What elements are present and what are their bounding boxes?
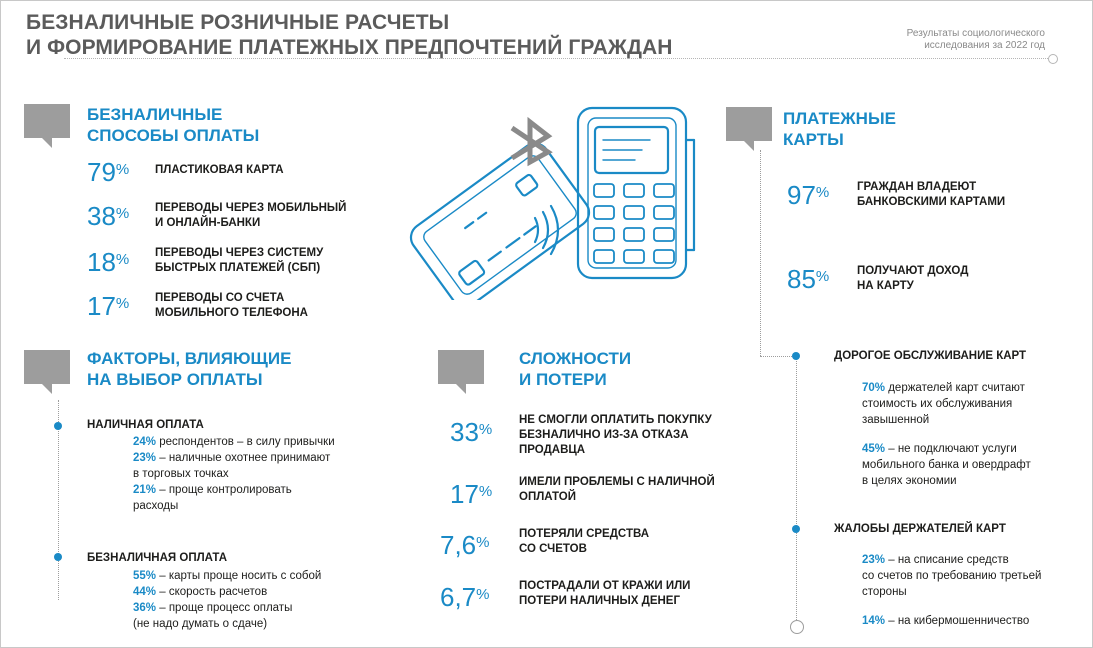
difficulties-label-0: НЕ СМОГЛИ ОПЛАТИТЬ ПОКУПКУ БЕЗНАЛИЧНО ИЗ-ЗА ОТКАЗА ПРОДАВЦА <box>519 414 712 456</box>
header-divider <box>64 58 1052 59</box>
card-terminal-illustration <box>380 100 710 300</box>
source-note: Результаты социологического исследования за 2022 год <box>906 28 1045 51</box>
speech-bubble-icon <box>24 350 70 384</box>
methods-pct-3: 17% <box>87 291 130 321</box>
difficulties-pct-0: 33% <box>450 417 493 447</box>
cards-pct-0: 97% <box>787 180 830 210</box>
difficulties-pct-1: 17% <box>450 479 493 509</box>
speech-bubble-icon <box>438 350 484 384</box>
factors-title: ФАКТОРЫ, ВЛИЯЮЩИЕ НА ВЫБОР ОПЛАТЫ <box>87 349 292 389</box>
methods-pct-1: 38% <box>87 201 130 231</box>
complaints-facts: 23% – на списание средств со счетов по требованию третьей стороны 14% – на кибермошенничество <box>862 554 1042 627</box>
divider-end-circle <box>1048 54 1058 64</box>
expensive-facts: 70% держателей карт считают стоимость их обслуживания завышенной 45% – не подключают услуги мобильного банка и овердрафт в целях экономии <box>862 382 1031 487</box>
cards-title: ПЛАТЕЖНЫЕ КАРТЫ <box>783 109 896 149</box>
page-title: БЕЗНАЛИЧНЫЕ РОЗНИЧНЫЕ РАСЧЕТЫ И ФОРМИРОВАНИЕ ПЛАТЕЖНЫХ ПРЕДПОЧТЕНИЙ ГРАЖДАН <box>26 11 673 59</box>
methods-label-3: ПЕРЕВОДЫ СО СЧЕТА МОБИЛЬНОГО ТЕЛЕФОНА <box>155 292 308 319</box>
cards-timeline <box>796 356 797 620</box>
difficulties-pct-2: 7,6% <box>440 530 490 560</box>
timeline-dot <box>792 525 800 533</box>
methods-label-1: ПЕРЕВОДЫ ЧЕРЕЗ МОБИЛЬНЫЙ И ОНЛАЙН-БАНКИ <box>155 202 347 229</box>
methods-label-2: ПЕРЕВОДЫ ЧЕРЕЗ СИСТЕМУ БЫСТРЫХ ПЛАТЕЖЕЙ (СБП) <box>155 247 324 274</box>
difficulties-title: СЛОЖНОСТИ И ПОТЕРИ <box>519 349 632 389</box>
timeline-dot <box>792 352 800 360</box>
cashless-title: БЕЗНАЛИЧНАЯ ОПЛАТА <box>87 552 227 564</box>
cards-connector-horizontal <box>760 356 796 357</box>
difficulties-label-2: ПОТЕРЯЛИ СРЕДСТВА СО СЧЕТОВ <box>519 528 650 555</box>
methods-label-0: ПЛАСТИКОВАЯ КАРТА <box>155 164 284 176</box>
difficulties-pct-3: 6,7% <box>440 582 490 612</box>
complaints-title: ЖАЛОБЫ ДЕРЖАТЕЛЕЙ КАРТ <box>834 523 1006 535</box>
difficulties-label-1: ИМЕЛИ ПРОБЛЕМЫ С НАЛИЧНОЙ ОПЛАТОЙ <box>519 476 715 503</box>
cards-pct-1: 85% <box>787 264 830 294</box>
speech-bubble-icon <box>726 107 772 141</box>
cashless-reasons: 55% – карты проще носить с собой 44% – скорость расчетов 36% – проще процесс оплаты (не надо думать о сдаче) <box>133 570 322 630</box>
timeline-dot <box>54 422 62 430</box>
cards-connector-vertical <box>760 150 761 356</box>
expensive-title: ДОРОГОЕ ОБСЛУЖИВАНИЕ КАРТ <box>834 350 1027 362</box>
cash-title: НАЛИЧНАЯ ОПЛАТА <box>87 419 204 431</box>
cards-label-1: ПОЛУЧАЮТ ДОХОД НА КАРТУ <box>857 265 969 292</box>
methods-pct-0: 79% <box>87 157 130 187</box>
difficulties-label-3: ПОСТРАДАЛИ ОТ КРАЖИ ИЛИ ПОТЕРИ НАЛИЧНЫХ ДЕНЕГ <box>519 580 691 607</box>
factors-timeline <box>58 400 59 600</box>
timeline-end-circle <box>790 620 804 634</box>
cash-reasons: 24% респондентов – в силу привычки 23% – наличные охотнее принимают в торговых точках 21% – проще контролировать расходы <box>133 436 335 512</box>
timeline-dot <box>54 553 62 561</box>
cards-label-0: ГРАЖДАН ВЛАДЕЮТ БАНКОВСКИМИ КАРТАМИ <box>857 181 1006 208</box>
methods-title: БЕЗНАЛИЧНЫЕ СПОСОБЫ ОПЛАТЫ <box>87 105 260 145</box>
methods-pct-2: 18% <box>87 247 130 277</box>
speech-bubble-icon <box>24 104 70 138</box>
